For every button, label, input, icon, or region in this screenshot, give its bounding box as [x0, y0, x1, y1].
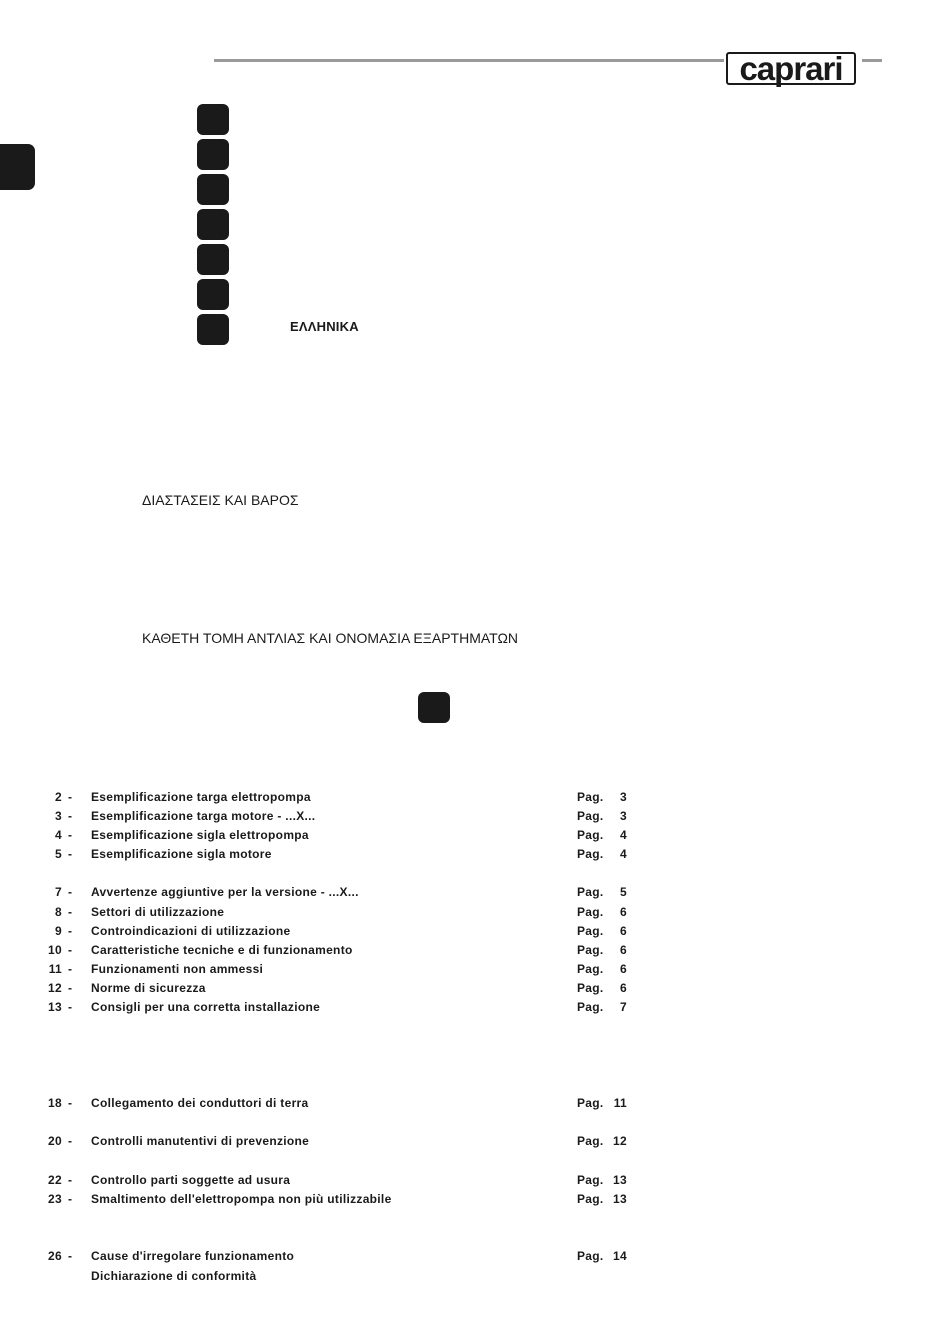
toc-page-number: 3 [620, 809, 627, 823]
toc-pag-label: Pag. [577, 1192, 604, 1206]
header-rule [214, 59, 724, 62]
toc-title: Esemplificazione targa elettropompa [91, 790, 311, 804]
toc-number: 10 [48, 943, 62, 957]
toc-pag-label: Pag. [577, 790, 604, 804]
toc-dash: - [68, 847, 73, 861]
toc-dash: - [68, 962, 73, 976]
toc-page-number: 6 [620, 924, 627, 938]
toc-dash: - [68, 828, 73, 842]
toc-number: 2 [55, 790, 62, 804]
toc-number: 5 [55, 847, 62, 861]
toc-pag-label: Pag. [577, 905, 604, 919]
toc-pag-label: Pag. [577, 1096, 604, 1110]
toc-dash: - [68, 1249, 73, 1263]
toc-dash: - [68, 981, 73, 995]
language-label: ΕΛΛΗΝΙΚΑ [290, 319, 359, 334]
toc-page-number: 6 [620, 943, 627, 957]
toc-pag-label: Pag. [577, 1134, 604, 1148]
toc-page-number: 4 [620, 828, 627, 842]
toc-number: 3 [55, 809, 62, 823]
toc-pag-label: Pag. [577, 847, 604, 861]
toc-title: Funzionamenti non ammessi [91, 962, 264, 976]
toc-dash: - [68, 885, 73, 899]
toc-title: Controllo parti soggette ad usura [91, 1173, 291, 1187]
toc-dash: - [68, 1192, 73, 1206]
language-box-3 [197, 174, 229, 205]
toc-title: Controlli manutentivi di prevenzione [91, 1134, 310, 1148]
language-box-2 [197, 139, 229, 170]
toc-page-number: 6 [620, 905, 627, 919]
toc-page-number: 11 [613, 1096, 627, 1110]
toc-dash: - [68, 790, 73, 804]
toc-pag-label: Pag. [577, 885, 604, 899]
toc-page-number: 5 [620, 885, 627, 899]
toc-number: 4 [55, 828, 62, 842]
toc-dash: - [68, 943, 73, 957]
side-tab-marker [0, 144, 35, 190]
caprari-logo: caprari [726, 52, 856, 85]
toc-page-number: 7 [620, 1000, 627, 1014]
toc-pag-label: Pag. [577, 981, 604, 995]
toc-page-number: 14 [613, 1249, 627, 1263]
toc-title: Caratteristiche tecniche e di funzionamento [91, 943, 353, 957]
heading-dimensions: ΔΙΑΣΤΑΣΕΙΣ ΚΑΙ ΒΑΡΟΣ [142, 492, 299, 508]
toc-pag-label: Pag. [577, 809, 604, 823]
toc-title: Settori di utilizzazione [91, 905, 225, 919]
language-box-7 [197, 314, 229, 345]
toc-number: 22 [48, 1173, 62, 1187]
toc-pag-label: Pag. [577, 924, 604, 938]
toc-number: 11 [48, 962, 62, 976]
toc-title: Norme di sicurezza [91, 981, 206, 995]
toc-title: Esemplificazione targa motore - ...X... [91, 809, 316, 823]
language-box-5 [197, 244, 229, 275]
toc-title: Avvertenze aggiuntive per la versione - ...X... [91, 885, 359, 899]
toc-title: Cause d'irregolare funzionamento [91, 1249, 295, 1263]
toc-title: Dichiarazione di conformità [91, 1269, 257, 1283]
toc-pag-label: Pag. [577, 1173, 604, 1187]
language-box-6 [197, 279, 229, 310]
toc-title: Controindicazioni di utilizzazione [91, 924, 291, 938]
section-marker-box [418, 692, 450, 723]
language-box-4 [197, 209, 229, 240]
toc-page-number: 6 [620, 981, 627, 995]
toc-dash: - [68, 1000, 73, 1014]
toc-dash: - [68, 1173, 73, 1187]
toc-page-number: 13 [613, 1192, 627, 1206]
toc-number: 7 [55, 885, 62, 899]
toc-pag-label: Pag. [577, 1000, 604, 1014]
heading-section: ΚΑΘΕΤΗ ΤΟΜΗ ΑΝΤΛΙΑΣ ΚΑΙ ΟΝΟΜΑΣΙΑ ΕΞΑΡΤΗΜΑΤΩΝ [142, 630, 519, 646]
toc-pag-label: Pag. [577, 943, 604, 957]
toc-number: 18 [48, 1096, 62, 1110]
toc-title: Smaltimento dell'elettropompa non più utilizzabile [91, 1192, 392, 1206]
toc-dash: - [68, 809, 73, 823]
toc-dash: - [68, 905, 73, 919]
toc-page-number: 3 [620, 790, 627, 804]
toc-page-number: 6 [620, 962, 627, 976]
toc-number: 12 [48, 981, 62, 995]
toc-pag-label: Pag. [577, 828, 604, 842]
toc-number: 23 [48, 1192, 62, 1206]
toc-pag-label: Pag. [577, 962, 604, 976]
toc-page-number: 12 [613, 1134, 627, 1148]
toc-dash: - [68, 924, 73, 938]
toc-number: 13 [48, 1000, 62, 1014]
toc-page-number: 4 [620, 847, 627, 861]
toc-dash: - [68, 1096, 73, 1110]
toc-number: 9 [55, 924, 62, 938]
toc-title: Consigli per una corretta installazione [91, 1000, 321, 1014]
toc-number: 26 [48, 1249, 62, 1263]
toc-title: Collegamento dei conduttori di terra [91, 1096, 309, 1110]
toc-number: 20 [48, 1134, 62, 1148]
toc-pag-label: Pag. [577, 1249, 604, 1263]
toc-title: Esemplificazione sigla motore [91, 847, 272, 861]
toc-number: 8 [55, 905, 62, 919]
header-rule-end [862, 59, 882, 62]
toc-title: Esemplificazione sigla elettropompa [91, 828, 309, 842]
toc-page-number: 13 [613, 1173, 627, 1187]
toc-dash: - [68, 1134, 73, 1148]
language-box-1 [197, 104, 229, 135]
